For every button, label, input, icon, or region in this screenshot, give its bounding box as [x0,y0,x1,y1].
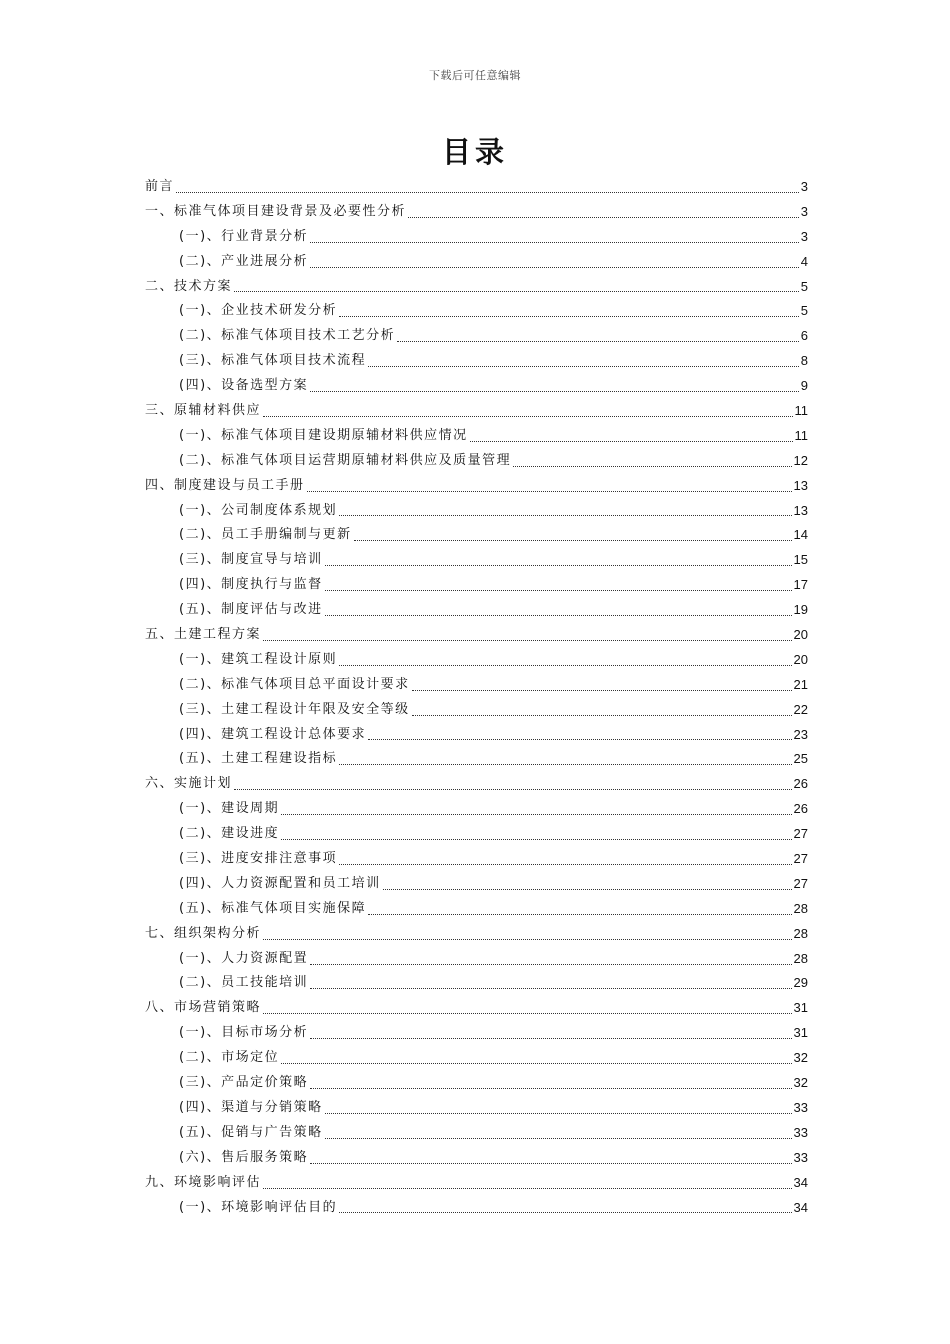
toc-entry[interactable] [145,523,808,548]
toc-entry-label: 一、标准气体项目建设背景及必要性分析 [145,203,407,219]
toc-entry-page: 22 [793,701,808,717]
toc-entry[interactable] [145,1196,808,1221]
toc-dot-leader [234,291,799,292]
toc-dot-leader [176,192,799,193]
toc-dot-leader [325,565,792,566]
toc-entry[interactable] [145,225,808,250]
toc-entry-page: 27 [793,875,808,891]
toc-entry-label: 七、组织架构分析 [145,925,262,941]
toc-entry-label: (三)、土建工程设计年限及安全等级 [179,701,410,717]
toc-entry-page: 6 [800,328,808,344]
toc-entry[interactable] [145,324,808,349]
toc-entry-page: 11 [794,427,808,443]
toc-entry[interactable] [145,1146,808,1171]
toc-dot-leader [310,267,799,268]
toc-entry-label: (一)、建设周期 [179,801,280,817]
download-note: 下载后可任意编辑 [429,69,521,82]
toc-entry-page: 4 [800,253,808,269]
toc-entry-page: 8 [800,353,808,369]
toc-dot-leader [310,391,799,392]
toc-entry-page: 12 [793,452,808,468]
toc-entry[interactable] [145,897,808,922]
toc-entry-label: 前言 [145,178,175,194]
toc-entry[interactable] [145,175,808,200]
toc-dot-leader [412,690,792,691]
toc-entry-label: (二)、建设进度 [179,826,280,842]
toc-entry-label: (二)、市场定位 [179,1050,280,1066]
toc-entry[interactable] [145,972,808,997]
toc-entry-page: 11 [794,403,808,418]
toc-entry-page: 29 [793,975,808,991]
toc-entry-label: 四、制度建设与员工手册 [145,477,305,493]
toc-dot-leader [354,540,792,541]
toc-entry[interactable] [145,200,808,225]
toc-entry-page: 33 [793,1149,808,1165]
toc-entry-page: 25 [793,751,808,767]
toc-entry-label: (三)、制度宣导与培训 [179,552,323,568]
toc-entry-label: (六)、售后服务策略 [179,1149,309,1165]
toc-dot-leader [263,416,792,417]
toc-entry[interactable] [145,1121,808,1146]
toc-dot-leader [325,615,792,616]
toc-dot-leader [310,1163,791,1164]
toc-entry-label: (四)、建筑工程设计总体要求 [179,726,367,742]
toc-dot-leader [325,1138,792,1139]
toc-dot-leader [310,988,791,989]
toc-entry-label: (二)、标准气体项目运营期原辅材料供应及质量管理 [179,452,512,468]
toc-dot-leader [325,1113,792,1114]
toc-dot-leader [307,491,792,492]
toc-entry-label: (一)、建筑工程设计原则 [179,651,338,667]
toc-entry[interactable] [145,474,808,499]
toc-entry-page: 20 [793,627,808,643]
toc-dot-leader [281,814,791,815]
toc-entry-page: 3 [800,203,808,219]
toc-entry-label: 六、实施计划 [145,776,233,792]
toc-entry[interactable] [145,623,808,648]
toc-entry[interactable] [145,922,808,947]
toc-entry[interactable] [145,772,808,797]
toc-entry-label: 五、土建工程方案 [145,627,262,643]
toc-dot-leader [310,964,791,965]
toc-entry-label: (二)、产业进展分析 [179,253,309,269]
toc-entry-label: (四)、制度执行与监督 [179,577,323,593]
toc-entry-page: 27 [793,826,808,842]
toc-entry-page: 9 [800,378,808,394]
toc-entry-label: (一)、标准气体项目建设期原辅材料供应情况 [179,427,468,443]
toc-dot-leader [234,789,792,790]
toc-entry[interactable] [145,548,808,573]
toc-entry-label: (一)、企业技术研发分析 [179,303,338,319]
toc-entry[interactable] [145,374,808,399]
toc-entry-page: 17 [793,577,808,593]
toc-dot-leader [263,1013,792,1014]
toc-entry-label: (二)、员工技能培训 [179,975,309,991]
toc-entry-page: 31 [793,1000,808,1016]
toc-entry-page: 32 [793,1050,808,1066]
toc-entry-page: 23 [793,726,808,742]
toc-entry-label: (三)、进度安排注意事项 [179,851,338,867]
toc-entry[interactable] [145,996,808,1021]
toc-entry[interactable] [145,947,808,972]
toc-entry[interactable] [145,424,808,449]
toc-entry[interactable] [145,847,808,872]
toc-entry-page: 21 [793,676,808,692]
toc-dot-leader [383,889,792,890]
toc-entry[interactable] [145,797,808,822]
toc-entry[interactable] [145,598,808,623]
toc-dot-leader [310,1088,791,1089]
toc-entry-page: 14 [793,527,808,543]
toc-dot-leader [281,1063,791,1064]
toc-entry-label: (三)、标准气体项目技术流程 [179,353,367,369]
toc-entry-page: 19 [793,602,808,618]
toc-entry-page: 28 [793,900,808,916]
table-of-contents [145,175,808,1220]
toc-entry[interactable] [145,1071,808,1096]
toc-entry-label: 三、原辅材料供应 [145,403,262,418]
toc-dot-leader [368,739,791,740]
toc-entry[interactable] [145,399,808,424]
toc-entry-page: 28 [793,950,808,966]
toc-entry-page: 34 [793,1174,808,1190]
toc-entry-page: 32 [793,1075,808,1091]
toc-entry[interactable] [145,1021,808,1046]
toc-dot-leader [281,839,791,840]
toc-entry-label: (五)、土建工程建设指标 [179,751,338,767]
toc-entry-label: 八、市场营销策略 [145,1000,262,1016]
toc-entry-page: 33 [793,1124,808,1140]
toc-dot-leader [513,466,791,467]
toc-dot-leader [408,217,799,218]
toc-dot-leader [368,914,791,915]
toc-entry-label: (二)、员工手册编制与更新 [179,527,352,543]
toc-entry[interactable] [145,449,808,474]
toc-entry[interactable] [145,673,808,698]
toc-dot-leader [397,341,799,342]
toc-entry[interactable] [145,1046,808,1071]
toc-entry[interactable] [145,723,808,748]
toc-entry[interactable] [145,648,808,673]
toc-entry-page: 5 [800,278,808,294]
toc-entry-label: 九、环境影响评估 [145,1174,262,1190]
toc-dot-leader [310,242,799,243]
toc-entry[interactable] [145,872,808,897]
toc-dot-leader [339,316,799,317]
toc-dot-leader [263,939,792,940]
toc-entry-label: (一)、目标市场分析 [179,1025,309,1041]
toc-entry-label: (五)、制度评估与改进 [179,602,323,618]
toc-entry-label: (四)、人力资源配置和员工培训 [179,875,381,891]
toc-dot-leader [339,665,791,666]
toc-entry[interactable] [145,1171,808,1196]
toc-dot-leader [325,590,792,591]
toc-entry-label: (一)、环境影响评估目的 [179,1199,338,1215]
toc-title: 目录 [441,135,508,169]
toc-entry-page: 3 [800,178,808,194]
toc-entry-page: 26 [793,776,808,792]
toc-entry-page: 20 [793,651,808,667]
toc-entry-label: (二)、标准气体项目技术工艺分析 [179,328,396,344]
toc-entry-label: 二、技术方案 [145,278,233,294]
toc-entry-page: 15 [793,552,808,568]
toc-entry-page: 31 [793,1025,808,1041]
toc-entry-page: 13 [793,502,808,518]
toc-entry-page: 27 [793,851,808,867]
toc-entry-label: (四)、渠道与分销策略 [179,1099,323,1115]
toc-dot-leader [339,515,791,516]
toc-entry-label: (二)、标准气体项目总平面设计要求 [179,676,410,692]
toc-entry[interactable] [145,698,808,723]
toc-entry[interactable] [145,250,808,275]
toc-entry-label: (五)、促销与广告策略 [179,1124,323,1140]
toc-entry-page: 28 [793,925,808,941]
toc-dot-leader [368,366,799,367]
toc-entry-page: 34 [793,1199,808,1215]
toc-entry-label: (一)、行业背景分析 [179,228,309,244]
toc-entry-label: (五)、标准气体项目实施保障 [179,900,367,916]
toc-entry-label: (一)、人力资源配置 [179,950,309,966]
toc-entry[interactable] [145,299,808,324]
toc-entry-page: 26 [793,801,808,817]
toc-dot-leader [339,864,791,865]
toc-dot-leader [412,715,792,716]
toc-entry[interactable] [145,1096,808,1121]
toc-dot-leader [263,1188,792,1189]
toc-entry-page: 5 [800,303,808,319]
toc-entry-label: (三)、产品定价策略 [179,1075,309,1091]
toc-dot-leader [470,441,793,442]
toc-entry-page: 3 [800,228,808,244]
toc-entry[interactable] [145,349,808,374]
toc-entry[interactable] [145,747,808,772]
toc-entry[interactable] [145,573,808,598]
toc-entry-label: (一)、公司制度体系规划 [179,502,338,518]
toc-dot-leader [310,1038,791,1039]
toc-entry-page: 13 [793,477,808,493]
toc-entry-page: 33 [793,1099,808,1115]
toc-entry[interactable] [145,275,808,300]
toc-entry-label: (四)、设备选型方案 [179,378,309,394]
toc-entry[interactable] [145,499,808,524]
toc-dot-leader [339,764,791,765]
toc-dot-leader [339,1212,791,1213]
toc-dot-leader [263,640,792,641]
toc-entry[interactable] [145,822,808,847]
